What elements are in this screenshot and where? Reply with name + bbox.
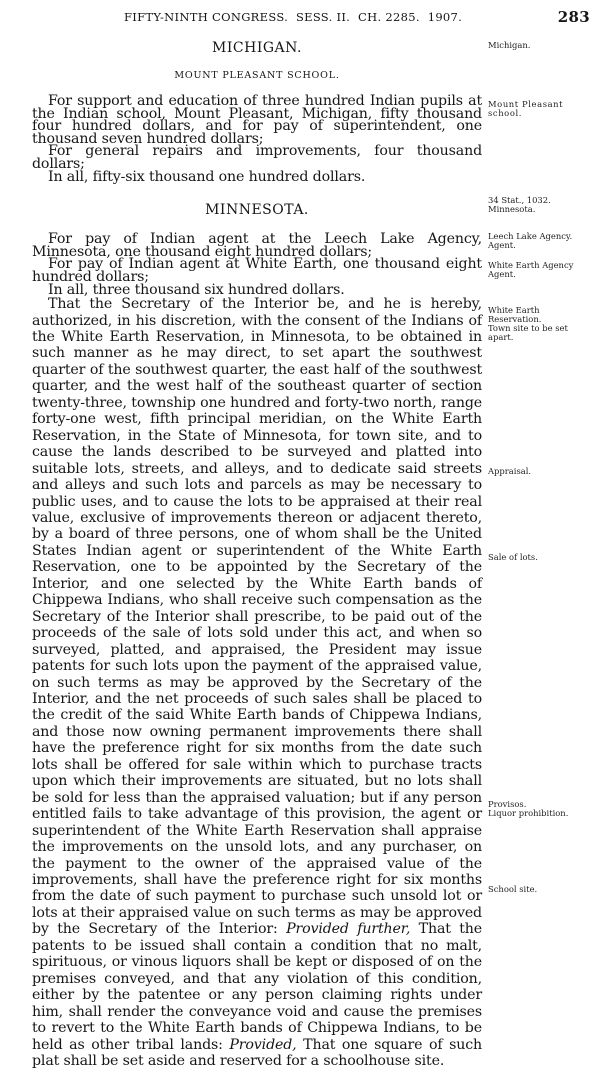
paragraph-white-earth-town-site: [32, 296, 482, 1069]
margin-note-white-earth-reservation: White Earth Reservation.: [488, 305, 542, 324]
margin-note-sale-of-lots: Sale of lots.: [488, 552, 538, 562]
margin-note-provisos: Provisos.: [488, 799, 527, 809]
town-site-text-part3: That one square of such plat shall be set aside and reserved for a schoolhouse site.: [32, 1036, 482, 1069]
subheading-mount-pleasant-school: MOUNT PLEASANT SCHOOL.: [174, 70, 340, 81]
page-number: 283: [557, 8, 590, 26]
town-site-text-part2: That the patents to be issued shall contain a condition that no malt, spirituous, or vinous liquors shall be kept or disposed of on the premises conveyed, and that any violation of this condition, either by the patentee or any person claiming rights under him, shall render the conveyance void and cause the premises to revert to the White Earth bands of Chippewa Indians, to be held as other tribal lands:: [32, 921, 482, 1053]
proviso-label: Provided,: [229, 1036, 297, 1053]
paragraph-white-earth-agent: For pay of Indian agent at White Earth, one thousand eight hundred dollars;: [32, 256, 482, 285]
margin-note-mount-pleasant: Mount Pleasant school.: [488, 99, 564, 118]
margin-note-liquor-prohibition: Liquor prohibition.: [488, 808, 569, 818]
margin-note-white-earth-agency: White Earth Agency Agent.: [488, 260, 574, 279]
running-head: FIFTY-NINTH CONGRESS. SESS. II. CH. 2285. 1907.: [124, 10, 463, 24]
margin-note-appraisal: Appraisal.: [488, 466, 532, 476]
main-text-column: [32, 36, 482, 1069]
paragraph-minnesota-total: In all, three thousand six hundred dollars.: [48, 281, 345, 298]
margin-note-minnesota: Minnesota.: [488, 204, 536, 214]
paragraph-michigan-total: In all, fifty-six thousand one hundred dollars.: [48, 168, 366, 185]
paragraph-mount-pleasant-support: For support and education of three hundred Indian pupils at the Indian school, Mount Pleasant, Michigan, fifty thousand four hundred dollars, and for pay of superintendent, one thousand seven hundred dollars;: [32, 93, 482, 147]
margin-note-school-site: School site.: [488, 884, 538, 894]
margin-note-michigan: Michigan.: [488, 40, 531, 50]
town-site-text-part1: That the Secretary of the Interior be, and he is hereby, authorized, in his discretion, with the consent of the Indians of the White Earth Reservation, in Minnesota, to be obtained in such manner as he may direct, to set apart the southwest quarter of the southwest quarter, the east half of the southwest quarter, and the west half of the southeast quarter of section twenty-three, township one hundred and forty-two north, range forty-one west, fifth principal meridian, on the White Earth Reservation, in the State of Minnesota, for town site, and to cause the lands described to be surveyed and platted into suitable lots, streets, and alleys, and to dedicate said streets and alleys and such lots and parcels as may be necessary to public uses, and to cause the lots to be appraised at their real value, exclusive of improvements thereon or adjacent thereto, by a board of three persons, one of whom shall be the United States Indian agent or superintendent of the White Earth Reservation, one to be appointed by the Secretary of the Interior, and one selected by the White Earth bands of Chippewa Indians, who shall receive such compensation as the Secretary of the Interior shall prescribe, to be paid out of the proceeds of the sale of lots sold under this act, and when so surveyed, platted, and appraised, the President may issue patents for such lots upon the payment of the appraised value, on such terms as may be approved by the Secretary of the Interior, and the net proceeds of such sales shall be placed to the credit of the said White Earth bands of Chippewa Indians, and those now owning permanent improvements there shall have the preference right for six months from the date such lots shall be offered for sale within which to purchase tracts upon which their improvements are situated, but no lots shall be sold for less than the appraised valuation; but if any person entitled fails to take advantage of this provision, the agent or superintendent of the White Earth Reservation shall appraise the improvements on the unsold lots, and any purchaser, on the payment to the owner of the appraised value of the improvements, shall have the preference right for six months from the date of such payment to purchase such unsold lot or lots at their appraised value on such terms as may be approved by the Secretary of the Interior:: [32, 296, 482, 938]
margin-note-stat-ref: 34 Stat., 1032.: [488, 195, 551, 205]
paragraph-leech-lake-agent: For pay of Indian agent at the Leech Lake Agency, Minnesota, one thousand eight hundred dollars;: [32, 231, 482, 260]
margin-note-leech-lake: Leech Lake Agency. Agent.: [488, 231, 573, 250]
proviso-label-further: Provided further,: [286, 921, 411, 938]
section-heading-michigan: MICHIGAN.: [212, 40, 302, 56]
margin-note-town-site: Town site to be set apart.: [488, 323, 568, 342]
section-heading-minnesota: MINNESOTA.: [205, 202, 309, 219]
paragraph-general-repairs: For general repairs and improvements, four thousand dollars;: [32, 143, 482, 172]
page-header: [32, 8, 590, 28]
